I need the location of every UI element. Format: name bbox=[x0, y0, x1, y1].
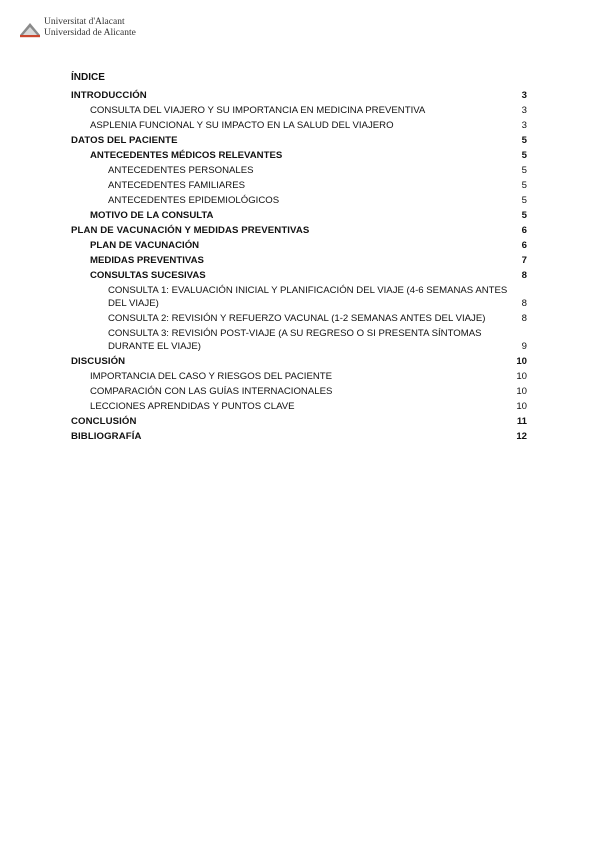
toc-entry-page: 6 bbox=[521, 240, 527, 251]
university-name bbox=[44, 17, 136, 38]
toc-entry-label: CONSULTAS SUCESIVAS bbox=[90, 270, 206, 281]
toc-entry[interactable] bbox=[71, 149, 527, 162]
toc-entry-label: INTRODUCCIÓN bbox=[71, 90, 147, 101]
toc-entry-page: 8 bbox=[521, 270, 527, 281]
toc-entry-page: 5 bbox=[521, 180, 527, 191]
toc-entry-page: 10 bbox=[516, 386, 527, 397]
toc-entry-label: CONSULTA 1: EVALUACIÓN INICIAL Y PLANIFICACIÓN DEL VIAJE (4-6 SEMANAS ANTES DEL VIAJE) bbox=[108, 285, 508, 309]
toc-entry[interactable] bbox=[71, 119, 527, 132]
toc-entry-label: ANTECEDENTES MÉDICOS RELEVANTES bbox=[90, 150, 283, 161]
toc-entry[interactable] bbox=[71, 355, 527, 368]
toc-entry-page: 5 bbox=[521, 165, 527, 176]
university-name-line2: Universidad de Alicante bbox=[44, 27, 136, 38]
toc-entry-label: PLAN DE VACUNACIÓN bbox=[90, 240, 200, 251]
toc-entry-page: 7 bbox=[521, 255, 527, 266]
toc-entry[interactable] bbox=[71, 209, 527, 222]
toc-entry[interactable] bbox=[71, 400, 527, 413]
toc-entry[interactable] bbox=[71, 284, 527, 310]
toc-entry-label: PLAN DE VACUNACIÓN Y MEDIDAS PREVENTIVAS bbox=[71, 225, 310, 236]
toc-title: ÍNDICE bbox=[71, 72, 105, 83]
table-of-contents bbox=[71, 71, 527, 443]
toc-entry[interactable] bbox=[71, 224, 527, 237]
toc-entry-label: CONCLUSIÓN bbox=[71, 416, 137, 427]
toc-entry-label: COMPARACIÓN CON LAS GUÍAS INTERNACIONALES bbox=[90, 386, 333, 397]
toc-entry[interactable] bbox=[71, 164, 527, 177]
toc-entry-label: BIBLIOGRAFÍA bbox=[71, 431, 142, 442]
toc-entry-page: 3 bbox=[521, 90, 527, 101]
toc-entry-label: IMPORTANCIA DEL CASO Y RIESGOS DEL PACIENTE bbox=[90, 371, 333, 382]
toc-entry-page: 3 bbox=[521, 120, 527, 131]
toc-entry-page: 9 bbox=[521, 341, 527, 352]
toc-entry-label: ANTECEDENTES PERSONALES bbox=[108, 165, 254, 176]
toc-entry[interactable] bbox=[71, 269, 527, 282]
toc-entry-page: 10 bbox=[516, 371, 527, 382]
toc-entry[interactable] bbox=[71, 430, 527, 443]
toc-entry[interactable] bbox=[71, 415, 527, 428]
toc-entry-page: 10 bbox=[516, 356, 527, 367]
toc-entry[interactable] bbox=[71, 134, 527, 147]
toc-entry-page: 8 bbox=[521, 313, 527, 324]
toc-entry-page: 5 bbox=[521, 150, 527, 161]
toc-entry-page: 12 bbox=[516, 431, 527, 442]
toc-entry-page: 11 bbox=[516, 416, 527, 427]
toc-entry-label: MOTIVO DE LA CONSULTA bbox=[90, 210, 214, 221]
toc-entry[interactable] bbox=[71, 370, 527, 383]
toc-entry[interactable] bbox=[71, 327, 527, 353]
toc-entry-label: ASPLENIA FUNCIONAL Y SU IMPACTO EN LA SALUD DEL VIAJERO bbox=[90, 120, 394, 131]
university-logo-icon bbox=[19, 21, 41, 39]
toc-entry-page: 3 bbox=[521, 105, 527, 116]
toc-entry[interactable] bbox=[71, 104, 527, 117]
toc-entry-label: CONSULTA 2: REVISIÓN Y REFUERZO VACUNAL (1-2 SEMANAS ANTES DEL VIAJE) bbox=[108, 313, 486, 324]
toc-entry[interactable] bbox=[71, 179, 527, 192]
toc-entry-label: ANTECEDENTES EPIDEMIOLÓGICOS bbox=[108, 195, 280, 206]
toc-entry[interactable] bbox=[71, 312, 527, 325]
toc-entry[interactable] bbox=[71, 385, 527, 398]
toc-entry-page: 5 bbox=[521, 210, 527, 221]
university-name-line1: Universitat d'Alacant bbox=[44, 17, 125, 27]
toc-entry-label: DISCUSIÓN bbox=[71, 356, 126, 367]
toc-entry-page: 8 bbox=[521, 298, 527, 309]
toc-entry-label: MEDIDAS PREVENTIVAS bbox=[90, 255, 204, 266]
toc-entry-label: LECCIONES APRENDIDAS Y PUNTOS CLAVE bbox=[90, 401, 295, 412]
toc-entry-page: 5 bbox=[521, 195, 527, 206]
toc-entry-label: ANTECEDENTES FAMILIARES bbox=[108, 180, 246, 191]
toc-entry-label: CONSULTA DEL VIAJERO Y SU IMPORTANCIA EN MEDICINA PREVENTIVA bbox=[90, 105, 426, 116]
toc-entry[interactable] bbox=[71, 254, 527, 267]
toc-entry[interactable] bbox=[71, 239, 527, 252]
toc-entry-label: DATOS DEL PACIENTE bbox=[71, 135, 178, 146]
toc-entry-page: 10 bbox=[516, 401, 527, 412]
toc-entry[interactable] bbox=[71, 194, 527, 207]
toc-entry-page: 6 bbox=[521, 225, 527, 236]
toc-entry-label: CONSULTA 3: REVISIÓN POST-VIAJE (A SU REGRESO O SI PRESENTA SÍNTOMAS DURANTE EL VIAJE) bbox=[108, 328, 482, 352]
toc-entry[interactable] bbox=[71, 89, 527, 102]
toc-entry-page: 5 bbox=[521, 135, 527, 146]
